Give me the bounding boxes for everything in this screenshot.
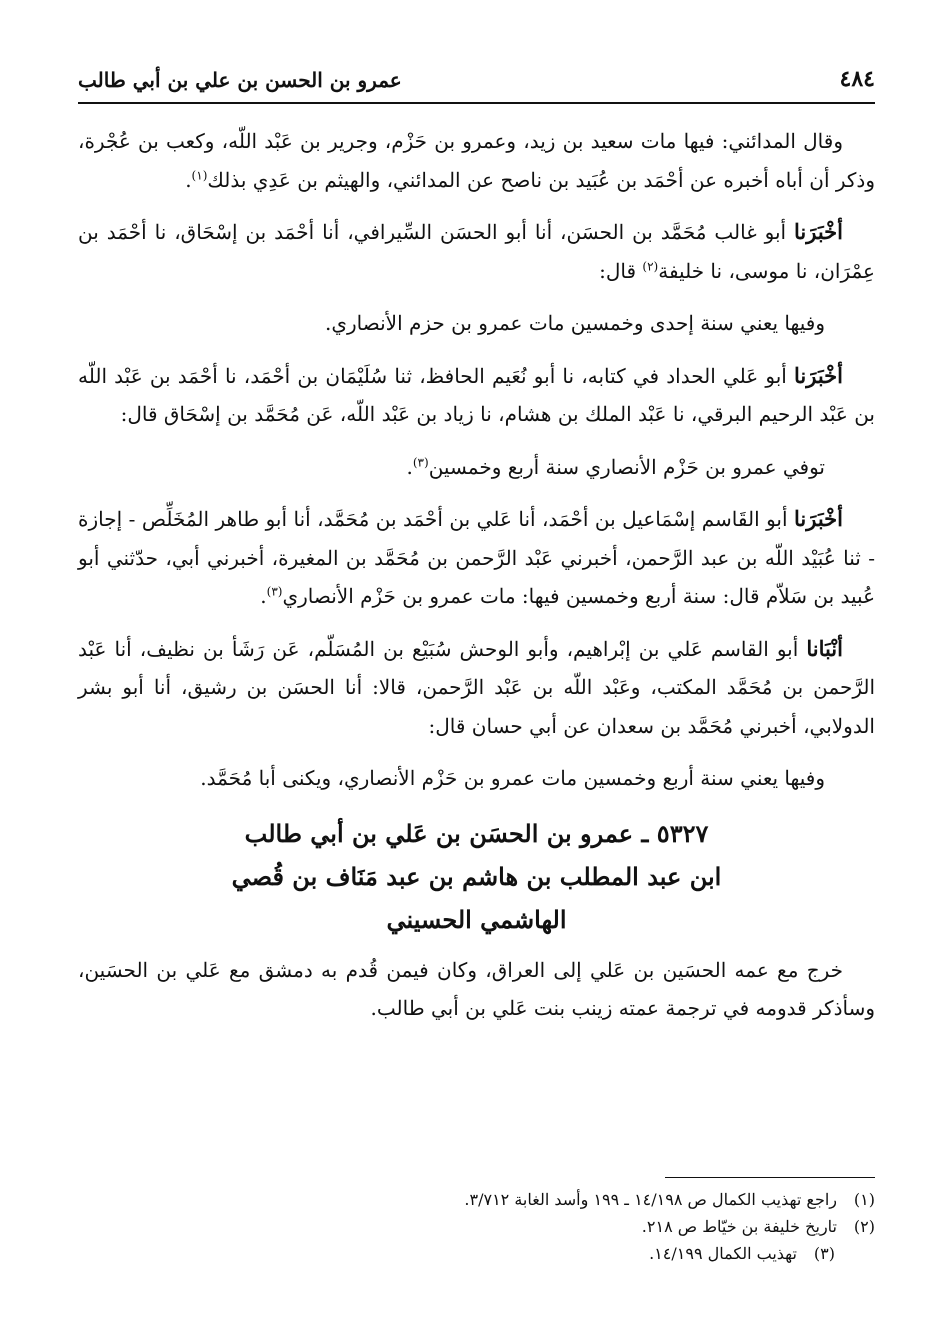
biography-heading-line: ٥٣٢٧ ـ عمرو بن الحسَن بن عَلي بن أبي طالب — [244, 818, 709, 848]
main-text — [78, 122, 875, 1042]
isnad-haddad: أخْبَرَنا أبو عَلي الحداد في كتابه، نا أبو نُعَيم الحافظ، ثنا سُلَيْمَان بن أحْمَد، نا أحْمَد بن عَبْد اللّه بن عَبْد الرحيم البرقي، نا عَبْد الملك بن هشام، نا زياد بن عَبْد اللّه، عَن مُحَمَّد بن إسْحَاق قال: — [78, 362, 875, 426]
footnote-number: (١) — [853, 1190, 875, 1209]
footnote-divider — [665, 1177, 875, 1178]
transmission-keyword: أخْبَرَنا — [794, 506, 843, 531]
isnad-abu-ubaid: أخْبَرَنا أبو القَاسم إسْمَاعيل بن أحْمَد، أنا عَلي بن أحْمَد بن مُحَمَّد، أنا أبو طاهر المُخَلِّص - إجازة - ثنا عُبَيْد اللّه بن عبد الرَّحمن، أخبرني عَبْد الرَّحمن بن مُحَمَّد بن المغيرة، أخبرني أبي، حدّثني أبو عُبيد بن سَلاّم قال: سنة أربع وخمسين فيها: مات عمرو بن حَزْم الأنصاري$^{(٣)}$. — [78, 506, 876, 608]
quoted-report: وفيها يعني سنة إحدى وخمسين مات عمرو بن حزم الأنصاري. — [324, 311, 825, 335]
footnote-text: تاريخ خليفة بن خيّاط ص ٢١٨. — [641, 1217, 837, 1236]
footnote-item — [78, 1186, 875, 1213]
footnote-ref[interactable]: (٣) — [412, 454, 429, 469]
paragraph-madaini: وقال المدائني: فيها مات سعيد بن زيد، وعمرو بن حَزْم، وجرير بن عَبْد اللّه، وكعب بن عُجْرة، وذكر أن أباه أخبره عن أحْمَد بن عُبَيد بن ناصح عن المدائني، والهيثم بن عَدِي بذلك$^{(١)}$. — [78, 129, 875, 192]
biography-heading — [78, 812, 875, 941]
footnotes — [78, 1186, 875, 1267]
footnote-ref[interactable]: (٣) — [266, 584, 283, 599]
footnote-item — [78, 1240, 875, 1267]
transmission-keyword: أنْبَانا — [806, 635, 843, 661]
footnote-number: (٣) — [813, 1244, 835, 1263]
footnote-number: (٢) — [853, 1217, 875, 1236]
page-header — [78, 62, 875, 104]
quoted-report: توفي عمرو بن حَزْم الأنصاري سنة أربع وخمسين$^{(٣)}$. — [406, 454, 825, 479]
footnote-text: راجع تهذيب الكمال ص ١٤/١٩٨ ـ ١٩٩ وأسد الغابة ٣/٧١٢. — [464, 1190, 837, 1209]
biography-heading-line: ابن عبد المطلب بن هاشم بن عبد مَنَاف بن قُصي — [231, 861, 722, 891]
footnote-ref[interactable]: (٢) — [642, 258, 659, 273]
biography-paragraph: خرج مع عمه الحسَين بن عَلي إلى العراق، وكان فيمن قُدم به دمشق مع عَلي بن الحسَين، وسأذكر قدومه في ترجمة عمته زينب بنت عَلي بن أبي طالب. — [78, 957, 875, 1020]
transmission-keyword: أخْبَرَنا — [794, 219, 843, 244]
biography-heading-line: الهاشمي الحسيني — [386, 904, 567, 934]
footnote-item — [78, 1213, 875, 1240]
transmission-keyword: أخْبَرَنا — [794, 362, 843, 388]
footnote-ref[interactable]: (١) — [191, 167, 208, 182]
page-number: ٤٨٤ — [839, 66, 875, 92]
quoted-report: وفيها يعني سنة أربع وخمسين مات عمرو بن حَزْم الأنصاري، ويكنى أبا مُحَمَّد. — [200, 766, 825, 790]
isnad-khalifa: أخْبَرَنا أبو غالب مُحَمَّد بن الحسَن، أنا أبو الحسَن السِّيرافي، أنا أحْمَد بن إسْحَاق، نا أحْمَد بن عِمْرَان، نا موسى، نا خليفة$^{(٢)}$ قال: — [78, 219, 875, 283]
footnote-text: تهذيب الكمال ١٤/١٩٩. — [649, 1244, 797, 1263]
running-title: عمرو بن الحسن بن علي بن أبي طالب — [78, 68, 402, 92]
isnad-dulabi: أنْبَانا أبو القاسم عَلي بن إبْراهيم، وأبو الوحش سُبَيْع بن المُسَلّم، عَن رَشَأ بن نظيف، أنا عَبْد الرَّحمن بن مُحَمَّد المكتب، وعَبْد اللّه بن عَبْد الرَّحمن، قالا: أنا الحسَن بن رشيق، أنا أبو بشر الدولابي، أخبرني مُحَمَّد بن سعدان عن أبي حسان قال: — [78, 635, 875, 738]
